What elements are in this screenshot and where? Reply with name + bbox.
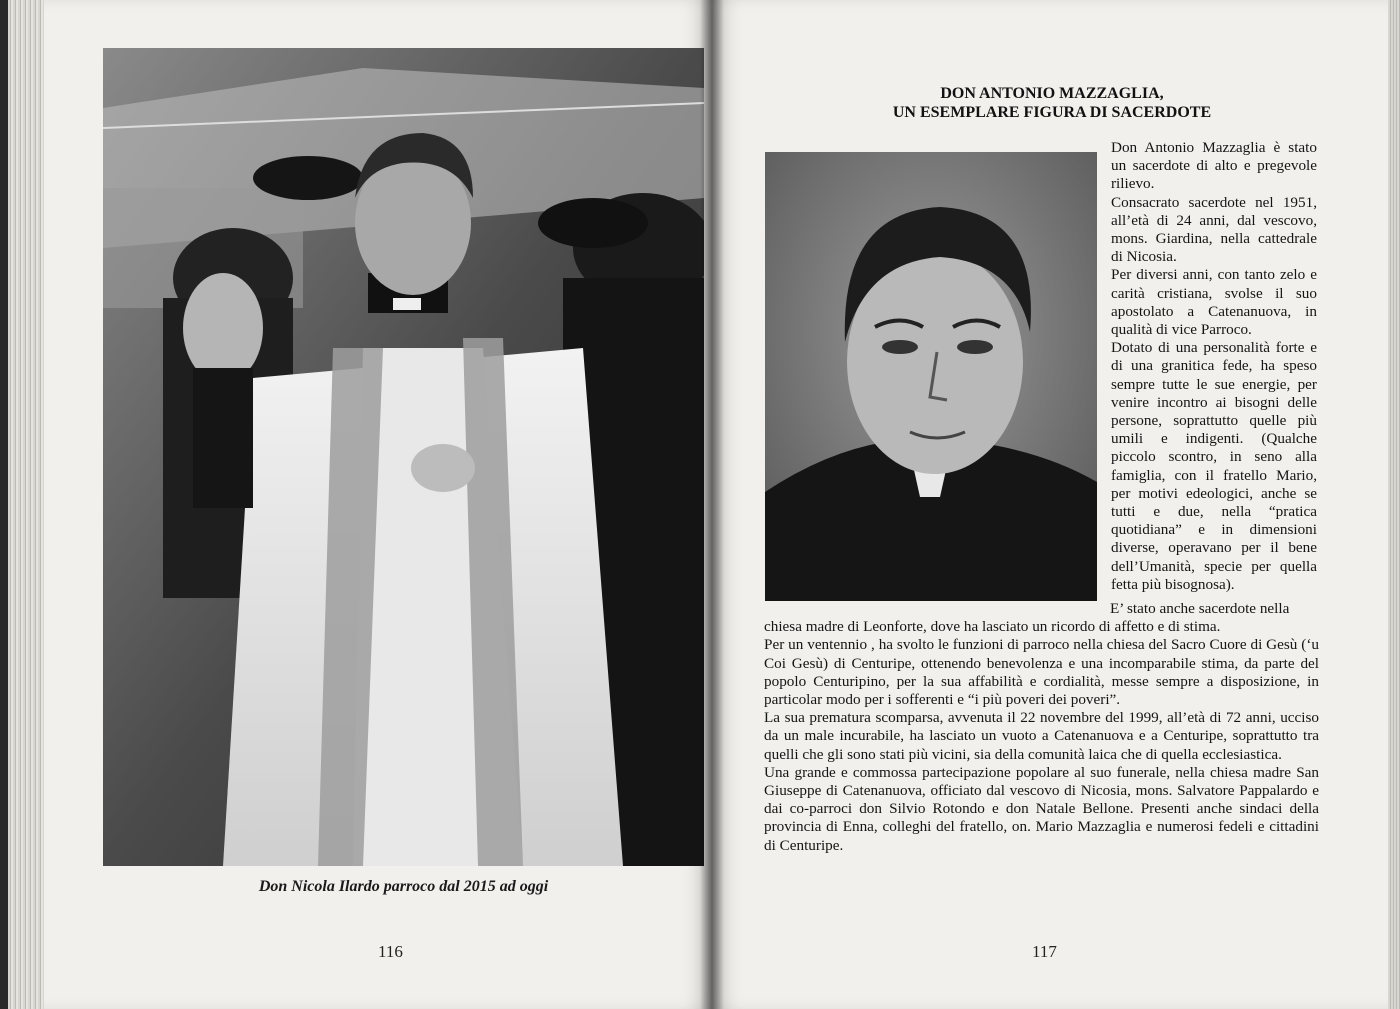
paragraph: Consacrato sacerdote nel 1951, all’età di 24 anni, dal vescovo, mons. Giardina, nella cattedrale di Nicosia. xyxy=(1111,193,1317,266)
right-page xyxy=(712,0,1392,1009)
paragraph: La sua prematura scomparsa, avvenuta il 22 novembre del 1999, all’età di 72 anni, ucciso da un male incurabile, ha lasciato un vuoto a Catenanuova e a Centuripe, soprattutto tra quelli che gli sono stati più vicini, sia della comunità laica che di quella ecclesiastica. xyxy=(764,709,1319,763)
left-page xyxy=(8,0,712,1009)
page-number-left: 116 xyxy=(378,942,403,961)
paragraph: Don Antonio Mazzaglia è stato un sacerdote di alto e pregevole rilievo. xyxy=(1111,139,1317,193)
title-line-1: DON ANTONIO MAZZAGLIA, xyxy=(940,85,1164,102)
article-body-text xyxy=(764,600,1319,855)
portrait-photo xyxy=(765,152,1097,601)
page-edges-right xyxy=(1388,0,1400,1009)
page-number-right: 117 xyxy=(1032,942,1057,961)
paragraph-wrap-start: E’ stato anche sacerdote nella xyxy=(1110,600,1290,617)
article-title xyxy=(772,84,1332,122)
paragraph: Per diversi anni, con tanto zelo e carità cristiana, svolse il suo apostolato a Catenanuova, in qualità di vice Parroco. xyxy=(1111,266,1317,339)
page-edges xyxy=(8,0,44,1009)
book-gutter xyxy=(700,0,724,1009)
paragraph: chiesa madre di Leonforte, dove ha lasciato un ricordo di affetto e di stima. xyxy=(764,618,1221,636)
paragraph: Una grande e commossa partecipazione popolare al suo funerale, nella chiesa madre San Giuseppe di Catenanuova, officiato dal vescovo di Nicosia, mons. Salvatore Pappalardo e dai co-parroci don Silvio Rotondo e don Natale Bellone. Presenti anche sindaci della provincia di Enna, colleghi del fratello, on. Mario Mazzaglia e numerosi fedeli e cittadini di Centuripe. xyxy=(764,763,1319,854)
title-line-2: UN ESEMPLARE FIGURA DI SACERDOTE xyxy=(892,104,1212,121)
paragraph: Per un ventennio , ha svolto le funzioni di parroco nella chiesa del Sacro Cuore di Gesù (‘u Coi Gesù) di Centuripe, ottenendo benevolenza e una incomparabile stima, da parte del popolo Centuripino, per la sua affabilità e cordialità, messe sempre a disposizione, in particolar modo per i sofferenti e “i più poveri dei poveri”. xyxy=(764,636,1319,709)
paragraph: Dotato di una personalità forte e di una granitica fede, ha speso sempre tutte le sue energie, per venire incontro ai bisogni delle persone, soprattutto quelle più umili e indigenti. (Qualche piccolo scontro, in seno alla famiglia, con il fratello Mario, per motivi edeologici, anche se tutti e due, nella “pratica quotidiana” e in dimensioni diverse, operavano per il bene dell’Umanità, specie per quella fetta più bisognosa). xyxy=(1111,339,1317,593)
photo-caption: Don Nicola Ilardo parroco dal 2015 ad oggi xyxy=(258,878,549,895)
priest-photo xyxy=(103,48,704,866)
article-column-text xyxy=(1111,139,1317,594)
